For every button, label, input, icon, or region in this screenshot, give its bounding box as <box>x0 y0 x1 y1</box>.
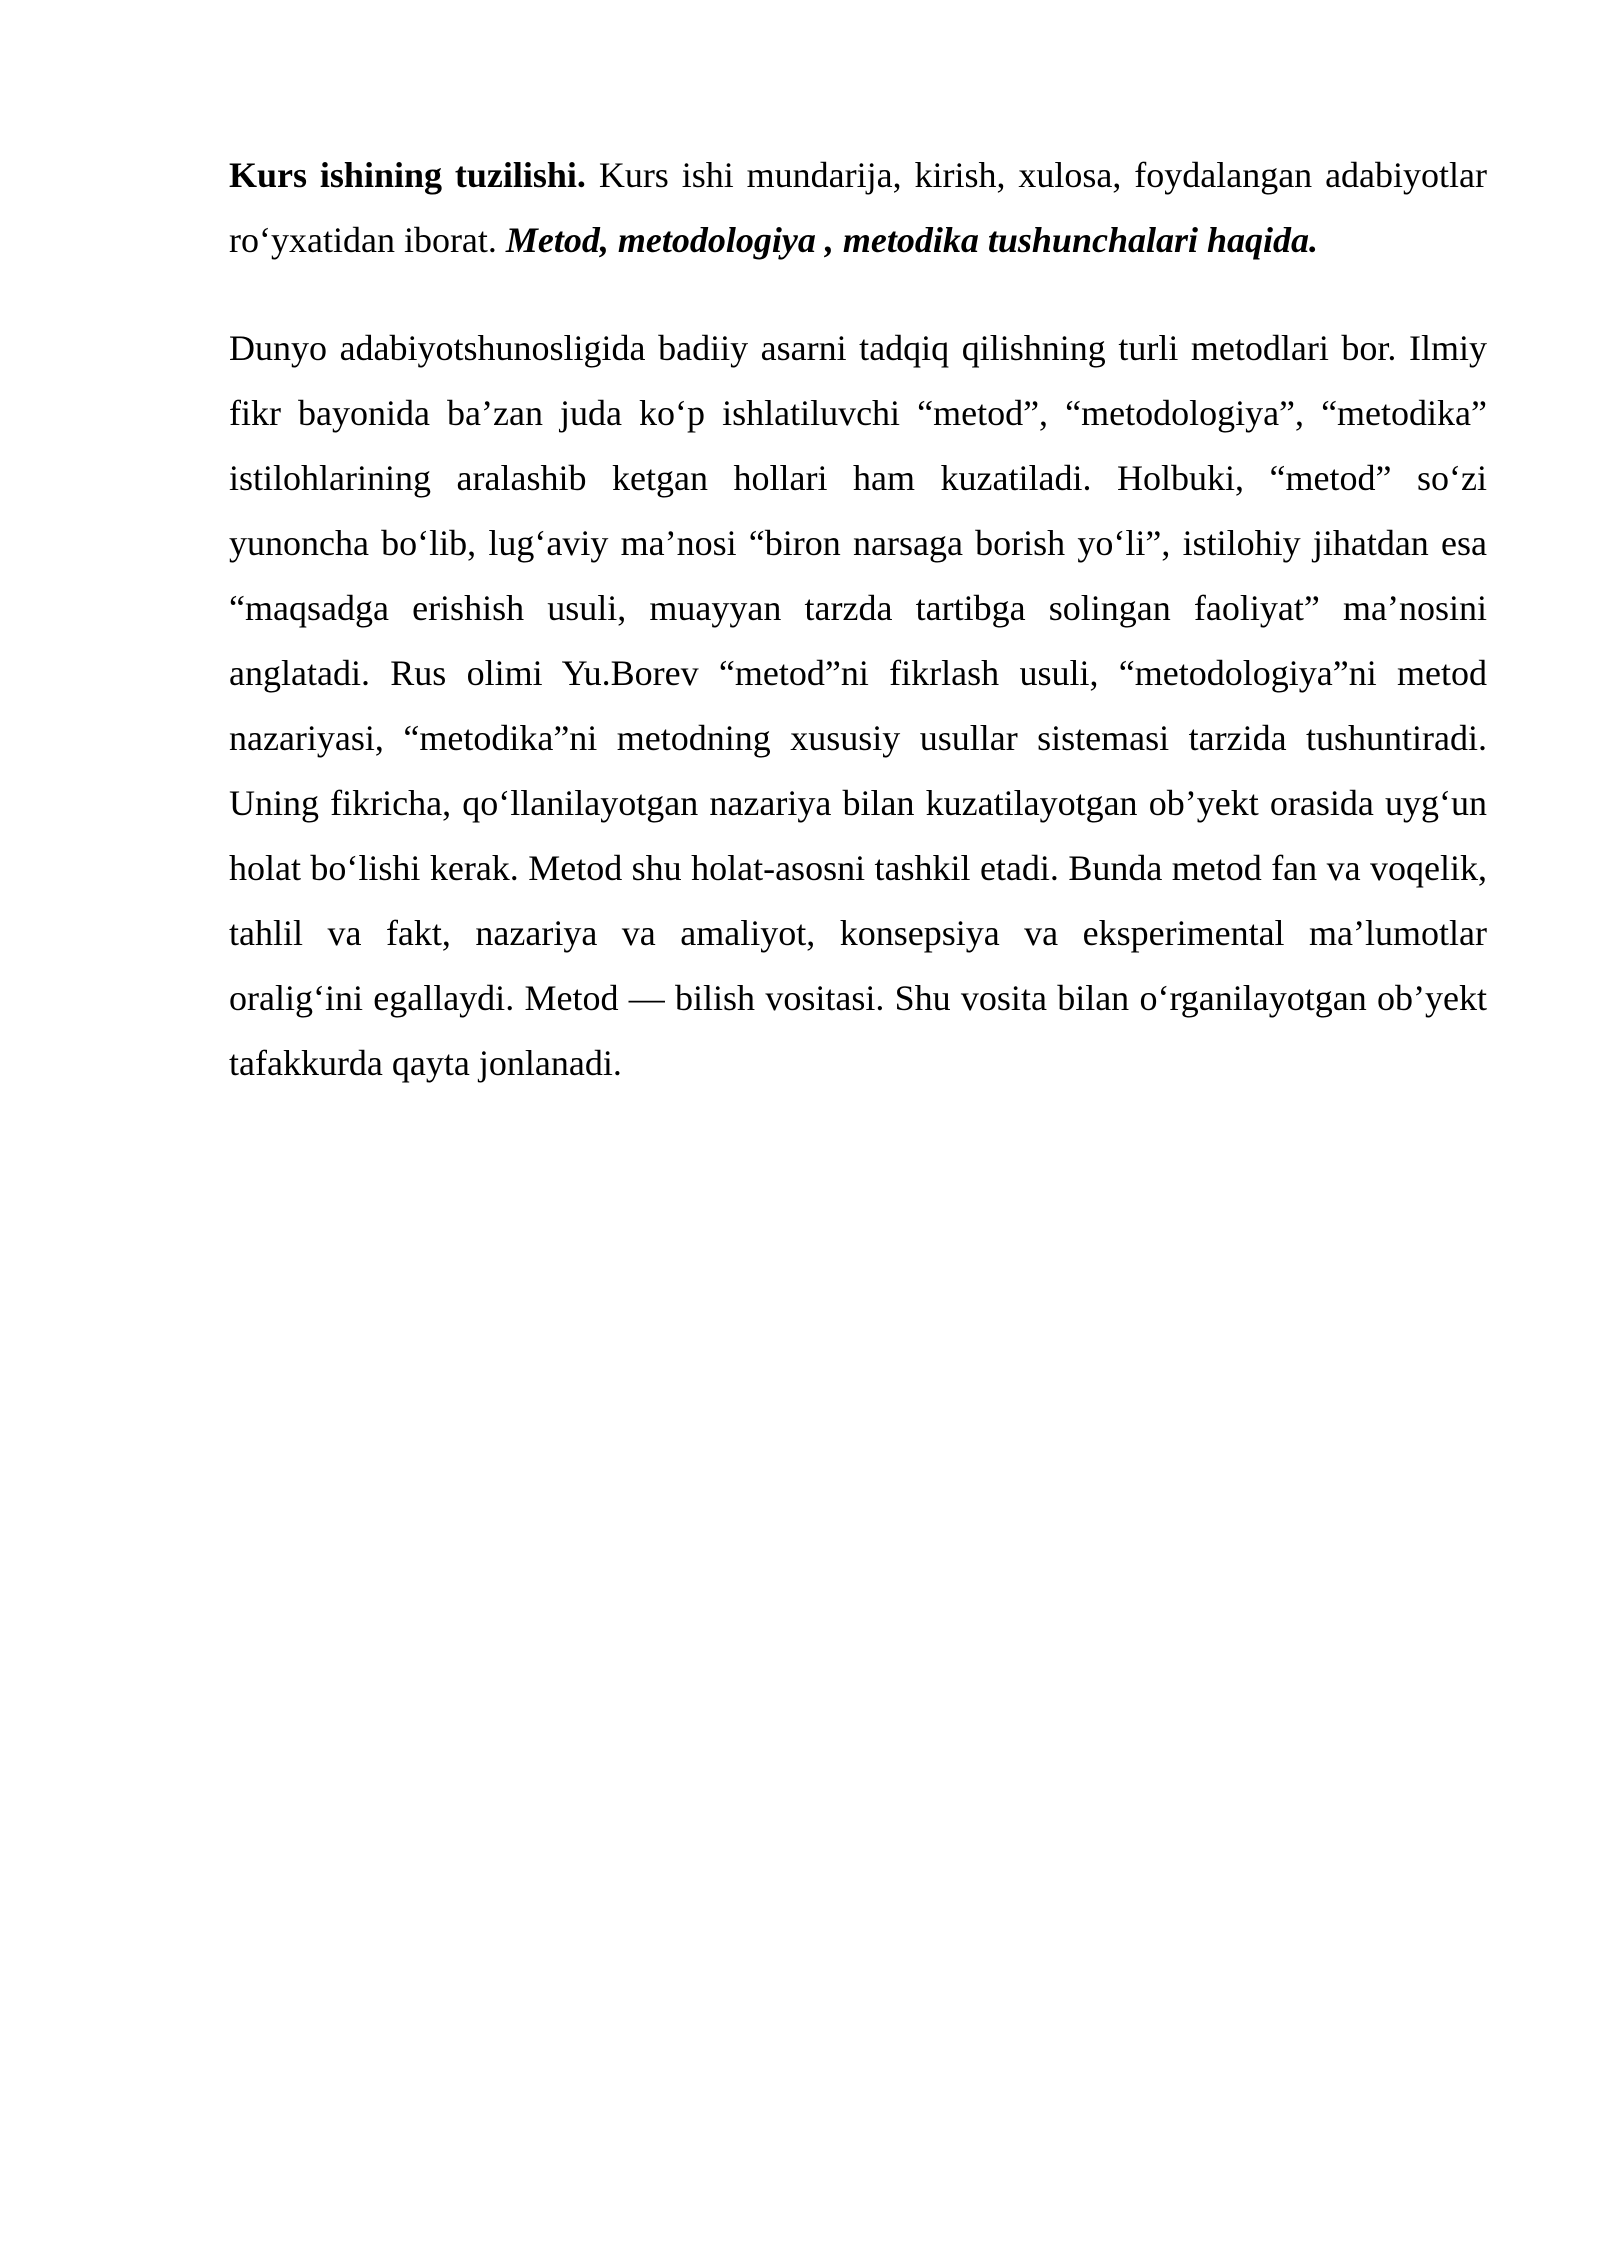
paragraph-structure <box>229 143 1487 273</box>
section-subheading: Metod, metodologiya , metodika tushunchalari haqida. <box>505 220 1318 260</box>
paragraph-method: Dunyo adabiyotshunosligida badiiy asarni tadqiq qilishning turli metodlari bor. Ilmiy fikr bayonida ba’zan juda ko‘p ishlatiluvchi “metod”, “metodologiya”, “metodika” istilohlarining aralashib ketgan hollari ham kuzatiladi. Holbuki, “metod” so‘zi yunoncha bo‘lib, lug‘aviy ma’nosi “biron narsaga borish yo‘li”, istilohiy jihatdan esa “maqsadga erishish usuli, muayyan tarzda tartibga solingan faoliyat” ma’nosini anglatadi. Rus olimi Yu.Borev “metod”ni fikrlash usuli, “metodologiya”ni metod nazariyasi, “metodika”ni metodning xususiy usullar sistemasi tarzida tushuntiradi. Uning fikricha, qo‘llanilayotgan nazariya bilan kuzatilayotgan ob’yekt orasida uyg‘un holat bo‘lishi kerak. Metod shu holat-asosni tashkil etadi. Bunda metod fan va voqelik, tahlil va fakt, nazariya va amaliyot, konsepsiya va eksperimental ma’lumotlar oralig‘ini egallaydi. Metod — bilish vositasi. Shu vosita bilan o‘rganilayotgan ob’yekt tafakkurda qayta jonlanadi. <box>229 328 1487 1083</box>
section-heading: Kurs ishining tuzilishi. <box>229 155 586 195</box>
paragraph-structure-text: Kurs ishi mundarija, kirish, xulosa, foydalangan adabiyotlar ro‘yxatidan iborat. <box>229 155 1488 260</box>
